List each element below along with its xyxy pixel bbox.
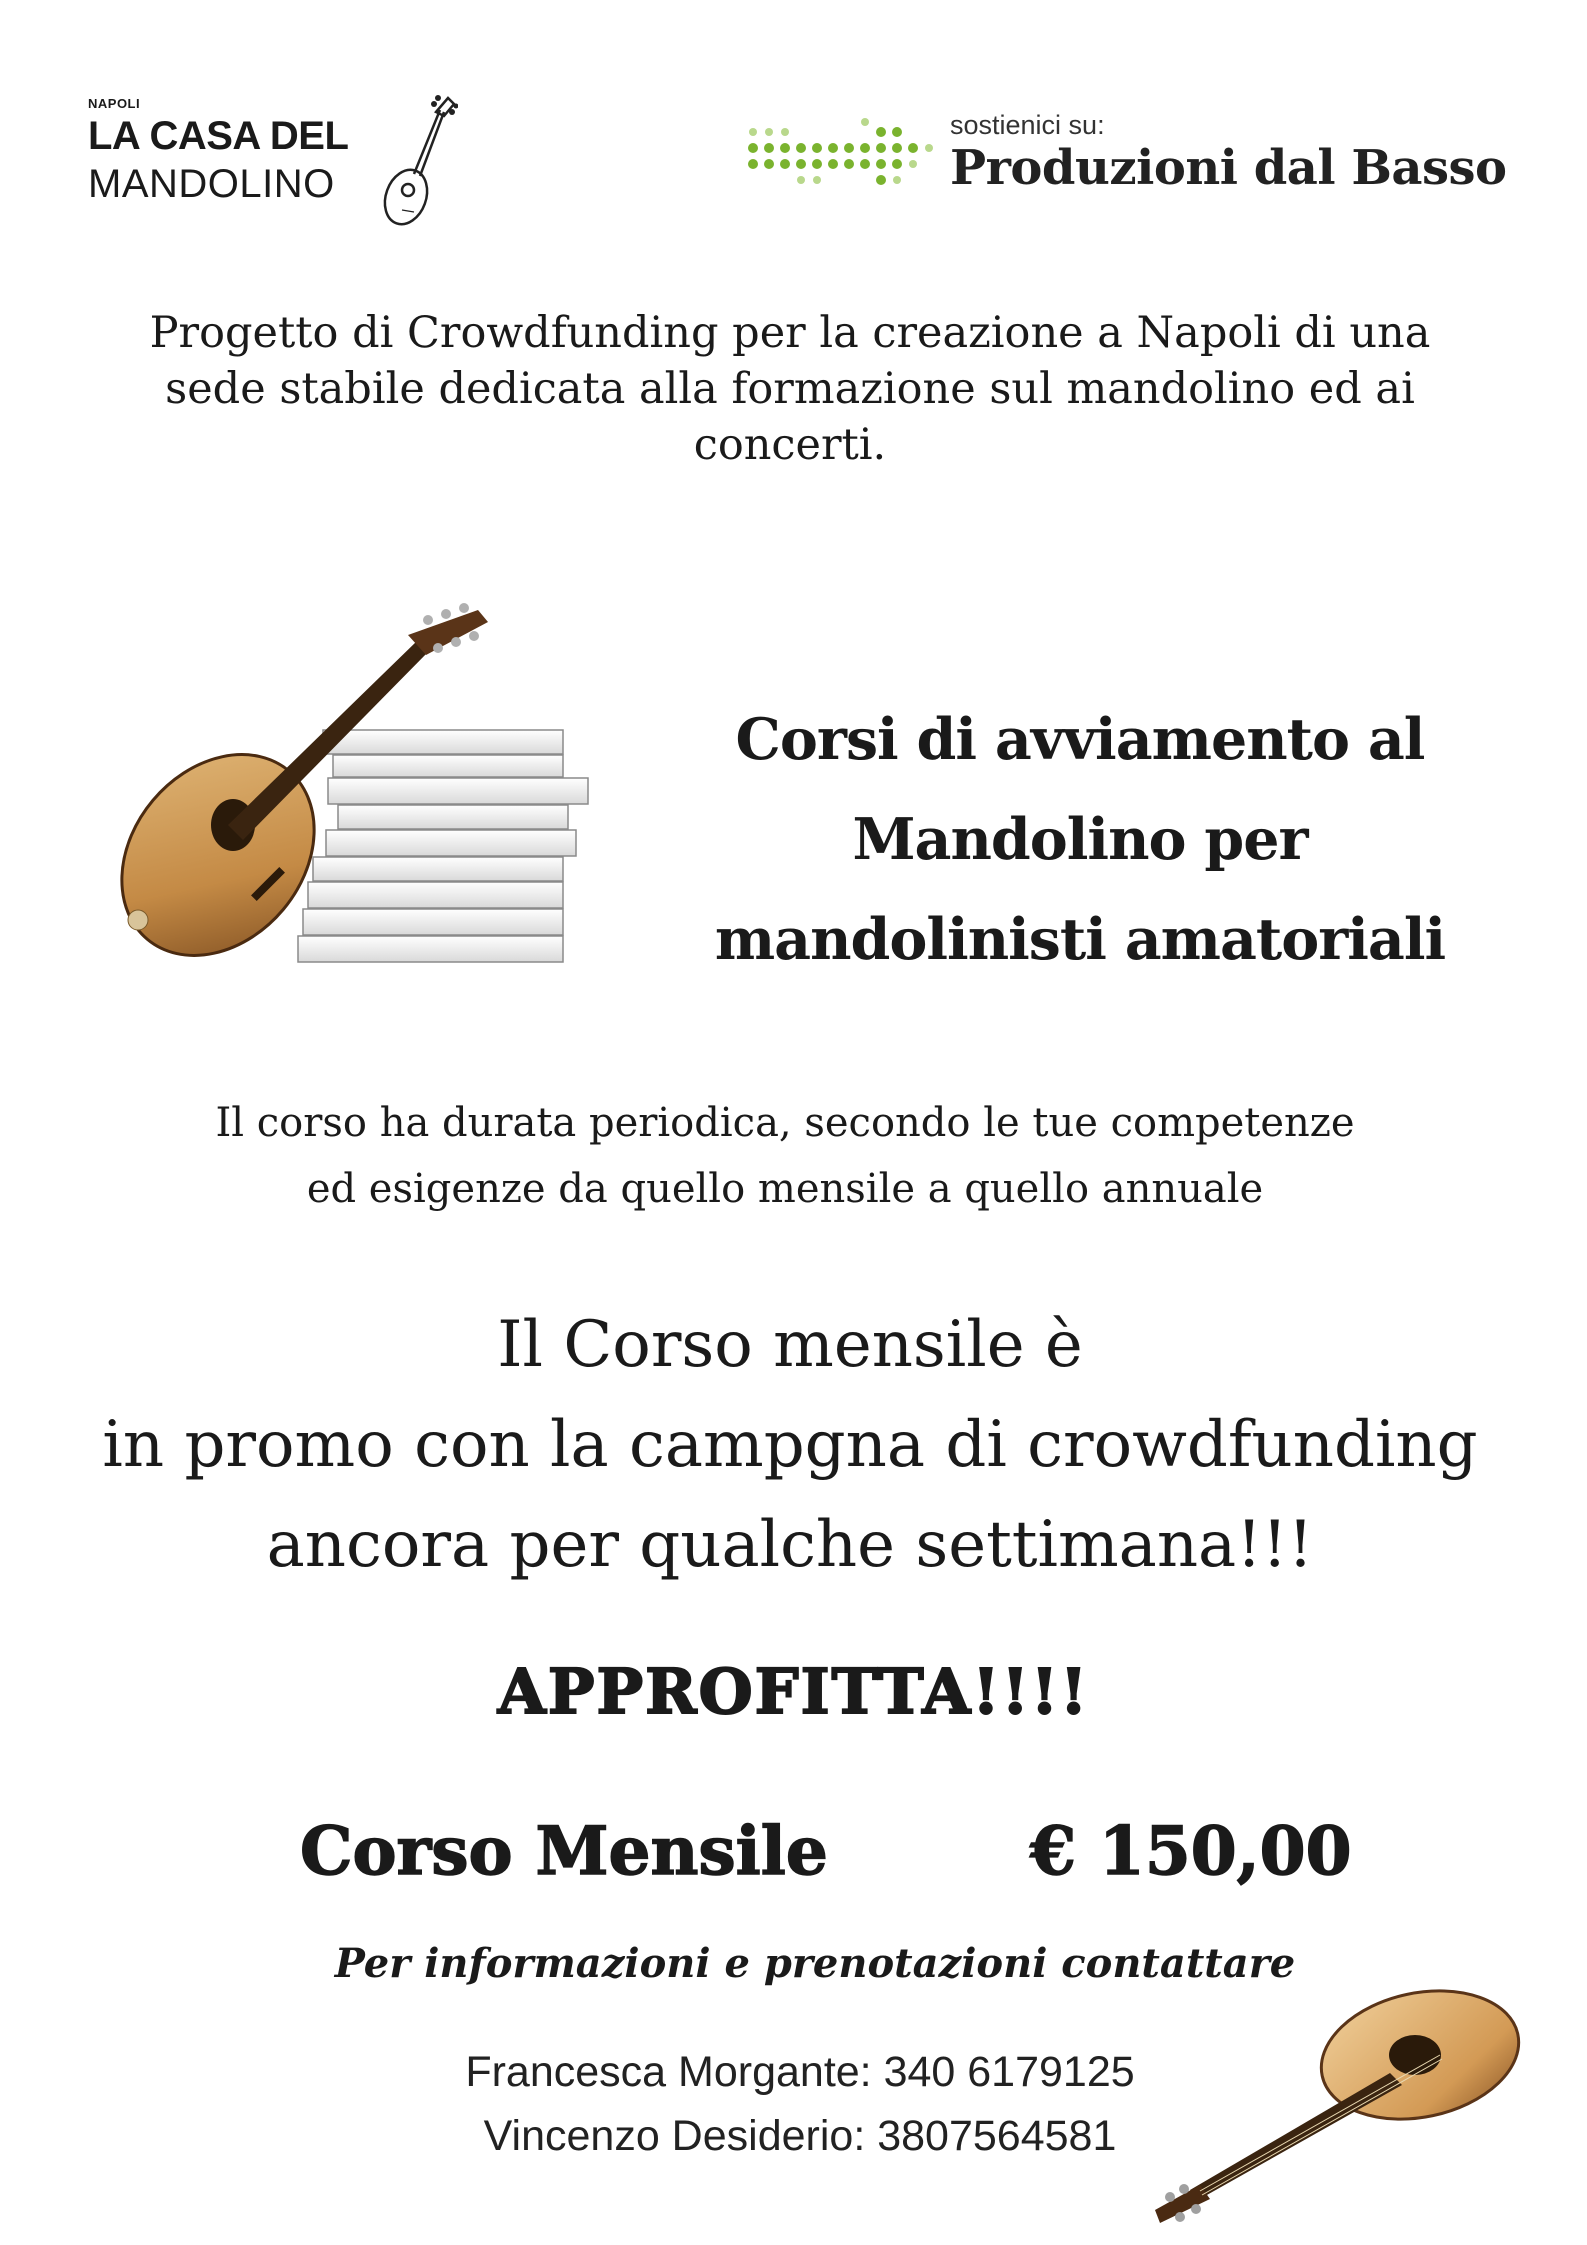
promo-text <box>40 1295 1540 1595</box>
contact-line: Francesca Morgante: 340 6179125 <box>465 2048 1135 2096</box>
intro-line: sede stabile dedicata alla formazione sul mandolino ed ai <box>165 364 1415 414</box>
price-value: € 150,00 <box>1030 1812 1352 1890</box>
brand-name: Produzioni dal Basso <box>950 140 1507 196</box>
dots-arrow-icon <box>745 118 935 188</box>
logo-subtitle: MANDOLINO <box>88 162 335 206</box>
headline-line: Corsi di avviamento al <box>735 706 1425 773</box>
headline-line: mandolinisti amatoriali <box>714 906 1446 973</box>
price-row <box>300 1812 1400 1902</box>
duration-line: ed esigenze da quello mensile a quello annuale <box>306 1166 1264 1212</box>
logo-casa-del-mandolino <box>88 92 488 232</box>
intro-paragraph <box>40 305 1540 473</box>
duration-text <box>60 1090 1510 1222</box>
promo-line: in promo con la campgna di crowdfunding <box>102 1408 1478 1482</box>
logo-title: LA CASA DEL <box>88 114 349 158</box>
contact-line: Vincenzo Desiderio: 3807564581 <box>483 2112 1117 2160</box>
logo-city: NAPOLI <box>88 96 141 111</box>
logo-produzioni-dal-basso <box>745 110 1525 210</box>
mandolin-logo-icon <box>378 92 458 232</box>
intro-line: Progetto di Crowdfunding per la creazione a Napoli di una <box>149 308 1431 358</box>
intro-line: concerti. <box>693 420 887 470</box>
price-label: Corso Mensile <box>300 1812 828 1890</box>
support-caption: sostienici su: <box>950 110 1105 140</box>
call-to-action: APPROFITTA!!!! <box>497 1655 1090 1728</box>
mandolin-with-books-illustration <box>108 600 598 970</box>
course-headline <box>660 690 1500 990</box>
headline-line: Mandolino per <box>852 806 1308 873</box>
promo-line: Il Corso mensile è <box>497 1308 1083 1382</box>
promo-line: ancora per qualche settimana!!! <box>266 1508 1314 1582</box>
duration-line: Il corso ha durata periodica, secondo le tue competenze <box>215 1100 1355 1146</box>
mandolin-illustration <box>1140 1985 1540 2225</box>
info-heading: Per informazioni e prenotazioni contattare <box>334 1940 1296 1987</box>
